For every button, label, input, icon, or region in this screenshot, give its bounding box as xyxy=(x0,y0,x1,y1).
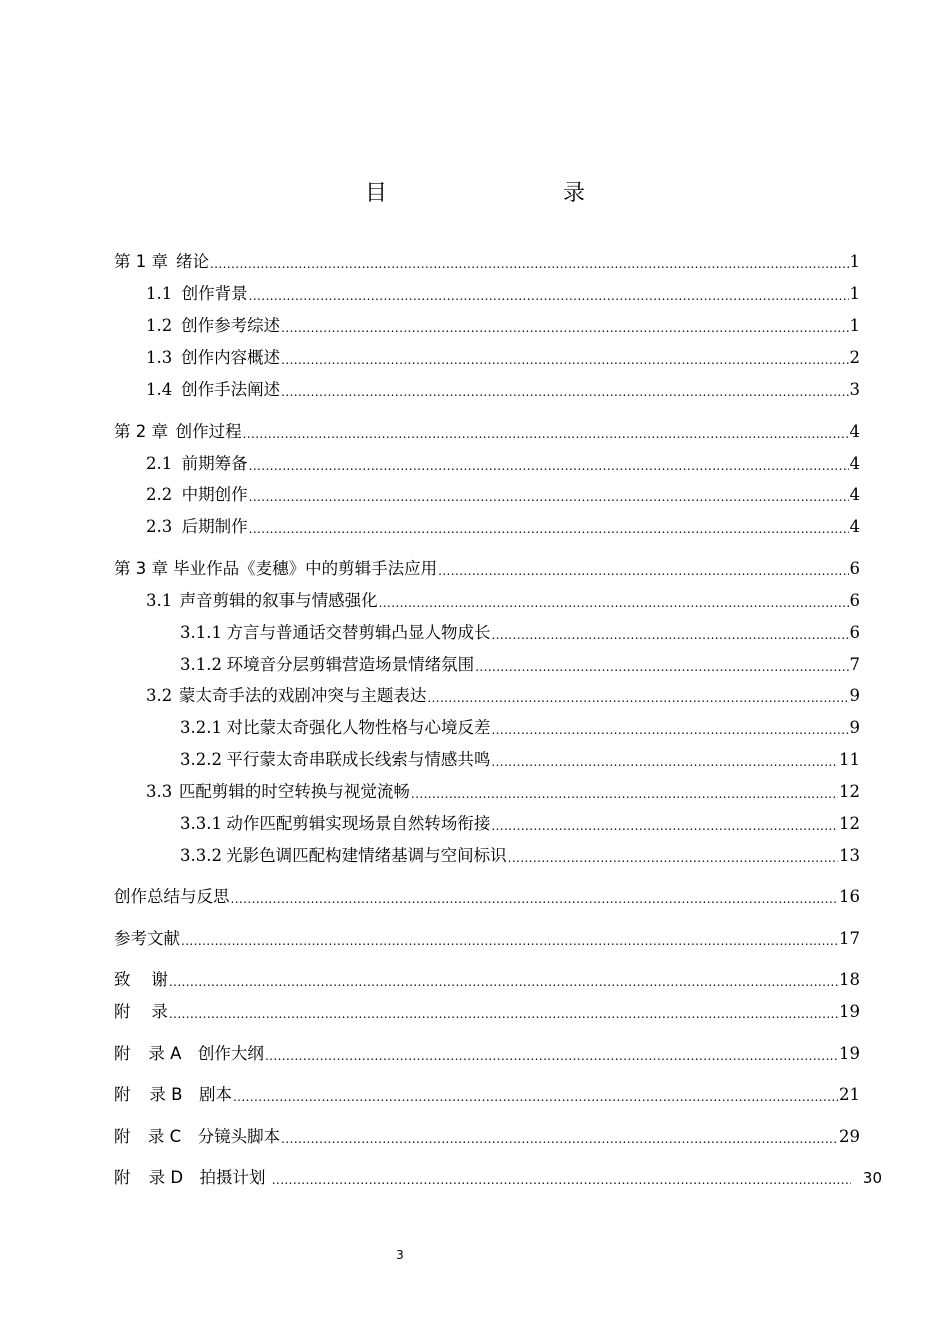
toc-entry[interactable] xyxy=(146,344,860,368)
toc-page: 30 xyxy=(862,1169,882,1187)
toc-title: 创作内容概述 xyxy=(181,348,281,367)
toc-title: 对比蒙太奇强化人物性格与心境反差 xyxy=(226,718,491,737)
toc-title: 创作背景 xyxy=(181,284,248,303)
leader-dots xyxy=(210,256,849,272)
leader-dots xyxy=(475,659,848,675)
toc-number: 3.1 xyxy=(146,591,173,610)
toc-entry[interactable] xyxy=(114,555,860,579)
toc-entry[interactable] xyxy=(146,513,860,537)
toc-number: 第 3 章 xyxy=(114,559,168,578)
toc-title: 匹配剪辑的时空转换与视觉流畅 xyxy=(178,782,410,801)
toc-title: 录 D 拍摄计划 xyxy=(148,1168,271,1187)
toc-title: 方言与普通话交替剪辑凸显人物成长 xyxy=(226,623,491,642)
toc-page: 6 xyxy=(849,559,860,578)
toc-entry[interactable] xyxy=(180,746,860,770)
leader-dots xyxy=(249,288,849,304)
toc-number: 附 xyxy=(114,1002,131,1021)
toc-entry[interactable] xyxy=(180,842,860,866)
toc-title: 动作匹配剪辑实现场景自然转场衔接 xyxy=(226,814,491,833)
toc-page: 3 xyxy=(849,380,860,399)
toc-number: 附 xyxy=(114,1168,131,1187)
toc-page: 2 xyxy=(849,348,860,367)
toc-page: 21 xyxy=(839,1085,860,1104)
toc-entry[interactable] xyxy=(146,312,860,336)
toc-page: 17 xyxy=(839,929,860,948)
leader-dots xyxy=(249,458,849,474)
toc-title: 平行蒙太奇串联成长线索与情感共鸣 xyxy=(226,750,491,769)
toc-entry[interactable] xyxy=(146,587,860,611)
toc-title: 创作过程 xyxy=(175,422,242,441)
leader-dots xyxy=(169,974,838,990)
toc-entry[interactable] xyxy=(114,966,860,990)
toc-title: 录 xyxy=(151,1002,168,1021)
toc-number: 1.2 xyxy=(146,316,173,335)
toc-title: 创作参考综述 xyxy=(181,316,281,335)
toc-page: 12 xyxy=(839,814,860,833)
toc-number: 3.3.2 xyxy=(180,846,222,865)
toc-page: 9 xyxy=(849,718,860,737)
leader-dots xyxy=(508,850,838,866)
toc-entry[interactable] xyxy=(114,1040,860,1064)
toc-entry[interactable] xyxy=(114,925,860,949)
toc-title: 毕业作品《麦穗》中的剪辑手法应用 xyxy=(173,559,438,578)
page-title: 目 录 xyxy=(364,181,629,206)
leader-dots xyxy=(281,352,848,368)
toc-entry[interactable] xyxy=(180,619,860,643)
toc-title: 录 C 分镜头脚本 xyxy=(147,1127,281,1146)
toc-entry[interactable] xyxy=(146,778,860,802)
toc-title: 创作总结与反思 xyxy=(114,887,230,906)
leader-dots xyxy=(281,1131,838,1147)
toc-page: 6 xyxy=(849,591,860,610)
toc-page: 19 xyxy=(839,1044,860,1063)
toc-number: 1.1 xyxy=(146,284,173,303)
toc-title: 后期制作 xyxy=(181,517,248,536)
toc-page: 16 xyxy=(839,887,860,906)
leader-dots xyxy=(491,818,838,834)
toc-entry[interactable] xyxy=(114,1123,860,1147)
leader-dots xyxy=(249,521,849,537)
leader-dots xyxy=(379,595,849,611)
toc-entry[interactable] xyxy=(114,248,860,272)
toc-title: 前期筹备 xyxy=(181,454,248,473)
toc-title: 蒙太奇手法的戏剧冲突与主题表达 xyxy=(178,686,427,705)
toc-number: 2.2 xyxy=(146,485,173,504)
toc-page: 6 xyxy=(849,623,860,642)
toc-number: 3.2.2 xyxy=(180,750,222,769)
toc-entry[interactable] xyxy=(146,280,860,304)
leader-dots xyxy=(427,690,848,706)
leader-dots xyxy=(233,1089,838,1105)
toc-entry[interactable] xyxy=(180,651,860,675)
toc-number: 3.2.1 xyxy=(180,718,222,737)
toc-title: 录 A 创作大纲 xyxy=(148,1044,264,1063)
toc-number: 3.2 xyxy=(146,686,173,705)
toc-number: 2.1 xyxy=(146,454,173,473)
toc-entry[interactable] xyxy=(146,481,860,505)
toc-entry[interactable] xyxy=(114,883,860,907)
toc-number: 2.3 xyxy=(146,517,173,536)
toc-entry[interactable] xyxy=(114,1164,882,1188)
leader-dots xyxy=(231,891,839,907)
toc-number: 3.3.1 xyxy=(180,814,222,833)
leader-dots xyxy=(438,563,848,579)
leader-dots xyxy=(491,722,848,738)
leader-dots xyxy=(169,1006,838,1022)
toc-title: 录 B 剧本 xyxy=(149,1085,232,1104)
toc-number: 3.1.2 xyxy=(180,655,222,674)
toc-number: 致 xyxy=(114,970,131,989)
toc-page: 4 xyxy=(849,517,860,536)
toc-entry[interactable] xyxy=(114,998,860,1022)
toc-page: 4 xyxy=(849,422,860,441)
toc-title: 创作手法阐述 xyxy=(181,380,281,399)
toc-page: 29 xyxy=(839,1127,860,1146)
leader-dots xyxy=(491,754,838,770)
toc-number: 1.4 xyxy=(146,380,173,399)
leader-dots xyxy=(265,1048,838,1064)
toc-entry[interactable] xyxy=(180,714,860,738)
leader-dots xyxy=(272,1172,851,1188)
toc-page: 1 xyxy=(849,316,860,335)
toc-page: 4 xyxy=(849,454,860,473)
toc-page: 1 xyxy=(849,284,860,303)
toc-number: 第 1 章 xyxy=(114,252,168,271)
toc-title: 环境音分层剪辑营造场景情绪氛围 xyxy=(226,655,475,674)
toc-number: 附 xyxy=(114,1127,131,1146)
toc-page: 18 xyxy=(839,970,860,989)
toc-title: 参考文献 xyxy=(114,929,180,948)
toc-entry[interactable] xyxy=(146,450,860,474)
toc-entry[interactable] xyxy=(114,1081,860,1105)
toc-number: 1.3 xyxy=(146,348,173,367)
toc-title: 绪论 xyxy=(175,252,209,271)
toc-title: 光影色调匹配构建情绪基调与空间标识 xyxy=(226,846,507,865)
leader-dots xyxy=(411,786,838,802)
leader-dots xyxy=(281,320,848,336)
leader-dots xyxy=(181,933,838,949)
leader-dots xyxy=(249,489,849,505)
toc-page: 19 xyxy=(839,1002,860,1021)
toc-title: 谢 xyxy=(151,970,168,989)
toc-title: 中期创作 xyxy=(181,485,248,504)
toc-page: 12 xyxy=(839,782,860,801)
toc-entry[interactable] xyxy=(114,418,860,442)
leader-dots xyxy=(491,627,848,643)
toc-number: 3.1.1 xyxy=(180,623,222,642)
toc-entry[interactable] xyxy=(180,810,860,834)
toc-page: 4 xyxy=(849,485,860,504)
toc-title: 声音剪辑的叙事与情感强化 xyxy=(179,591,378,610)
toc-page: 7 xyxy=(849,655,860,674)
toc-page: 13 xyxy=(839,846,860,865)
leader-dots xyxy=(281,384,848,400)
toc-page: 9 xyxy=(849,686,860,705)
toc-number: 3.3 xyxy=(146,782,173,801)
leader-dots xyxy=(243,426,849,442)
toc-page: 11 xyxy=(839,750,860,769)
toc-page: 1 xyxy=(849,252,860,271)
toc-entry[interactable] xyxy=(146,682,860,706)
page-number: 3 xyxy=(396,1248,404,1262)
toc-number: 附 xyxy=(114,1044,131,1063)
toc-number: 第 2 章 xyxy=(114,422,168,441)
toc-entry[interactable] xyxy=(146,376,860,400)
toc-number: 附 xyxy=(114,1085,131,1104)
